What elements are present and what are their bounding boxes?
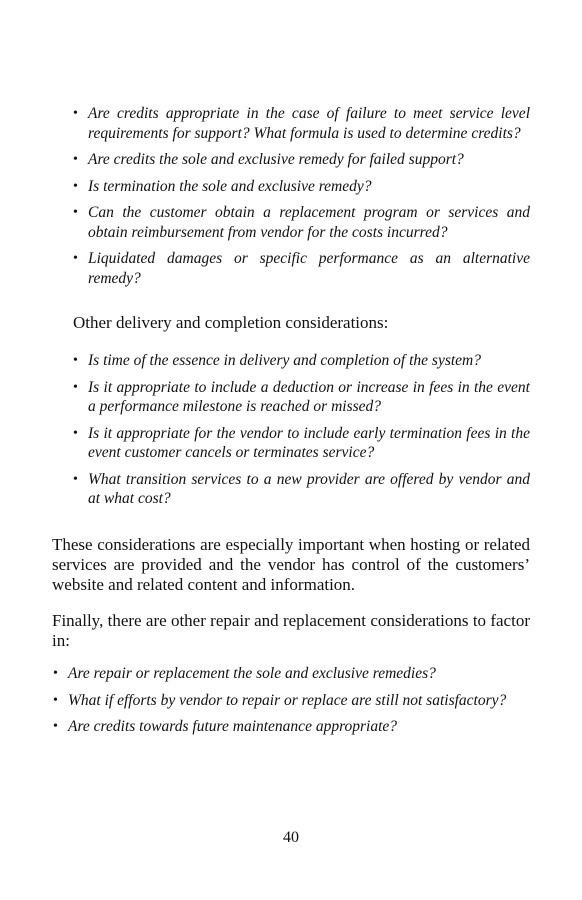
repair-intro-paragraph: Finally, there are other repair and replacement considerations to factor in: — [52, 611, 530, 650]
list-item — [53, 691, 538, 711]
delivery-considerations-list — [73, 351, 530, 516]
list-item-text: Are repair or replacement the sole and exclusive remedies? — [68, 665, 436, 682]
list-item — [73, 249, 530, 288]
list-item-text: Are credits appropriate in the case of failure to meet service level requirements for support? What formula is used to determine credits? — [88, 105, 530, 142]
bullet-icon: • — [73, 425, 78, 441]
list-item-text: Are credits towards future maintenance appropriate? — [68, 718, 398, 735]
list-item-text: Is termination the sole and exclusive remedy? — [88, 177, 372, 195]
list-item-text: Is it appropriate for the vendor to include early termination fees in the event customer cancels or terminates service? — [88, 424, 530, 461]
bullet-icon: • — [73, 205, 78, 220]
bullet-icon: • — [73, 178, 78, 194]
list-item — [73, 470, 530, 509]
bullet-icon: • — [53, 719, 58, 734]
list-item — [73, 203, 530, 242]
bullet-icon: • — [73, 152, 78, 167]
list-item — [73, 150, 530, 170]
page-number: 40 — [283, 829, 299, 846]
list-item — [53, 717, 538, 737]
bullet-icon: • — [73, 353, 78, 368]
list-item — [53, 664, 538, 684]
bullet-icon: • — [73, 106, 78, 121]
bullet-icon: • — [73, 251, 78, 266]
repair-considerations-list — [53, 664, 538, 744]
bullet-icon: • — [73, 471, 78, 487]
list-item-text: Liquidated damages or specific performance as an alternative remedy? — [88, 250, 530, 287]
bullet-icon: • — [73, 379, 78, 395]
list-item — [73, 104, 530, 143]
list-item-text: What if efforts by vendor to repair or replace are still not satisfactory? — [68, 691, 507, 709]
hosting-paragraph: These considerations are especially important when hosting or related services are provided and the vendor has control of the customers’ website and related content and information. — [52, 535, 530, 594]
list-item — [73, 378, 530, 417]
delivery-heading: Other delivery and completion considerations: — [73, 313, 389, 332]
list-item — [73, 424, 530, 463]
bullet-icon: • — [53, 692, 58, 708]
support-remedies-list — [73, 104, 530, 295]
list-item-text: Can the customer obtain a replacement program or services and obtain reimbursement from vendor for the costs incurred? — [88, 204, 530, 241]
list-item-text: What transition services to a new provider are offered by vendor and at what cost? — [88, 470, 530, 507]
list-item-text: Is it appropriate to include a deduction or increase in fees in the event a performance milestone is reached or missed? — [88, 378, 530, 415]
list-item — [73, 351, 530, 371]
list-item-text: Are credits the sole and exclusive remedy for failed support? — [88, 151, 464, 168]
bullet-icon: • — [53, 666, 58, 681]
list-item — [73, 177, 530, 197]
list-item-text: Is time of the essence in delivery and completion of the system? — [88, 352, 481, 369]
